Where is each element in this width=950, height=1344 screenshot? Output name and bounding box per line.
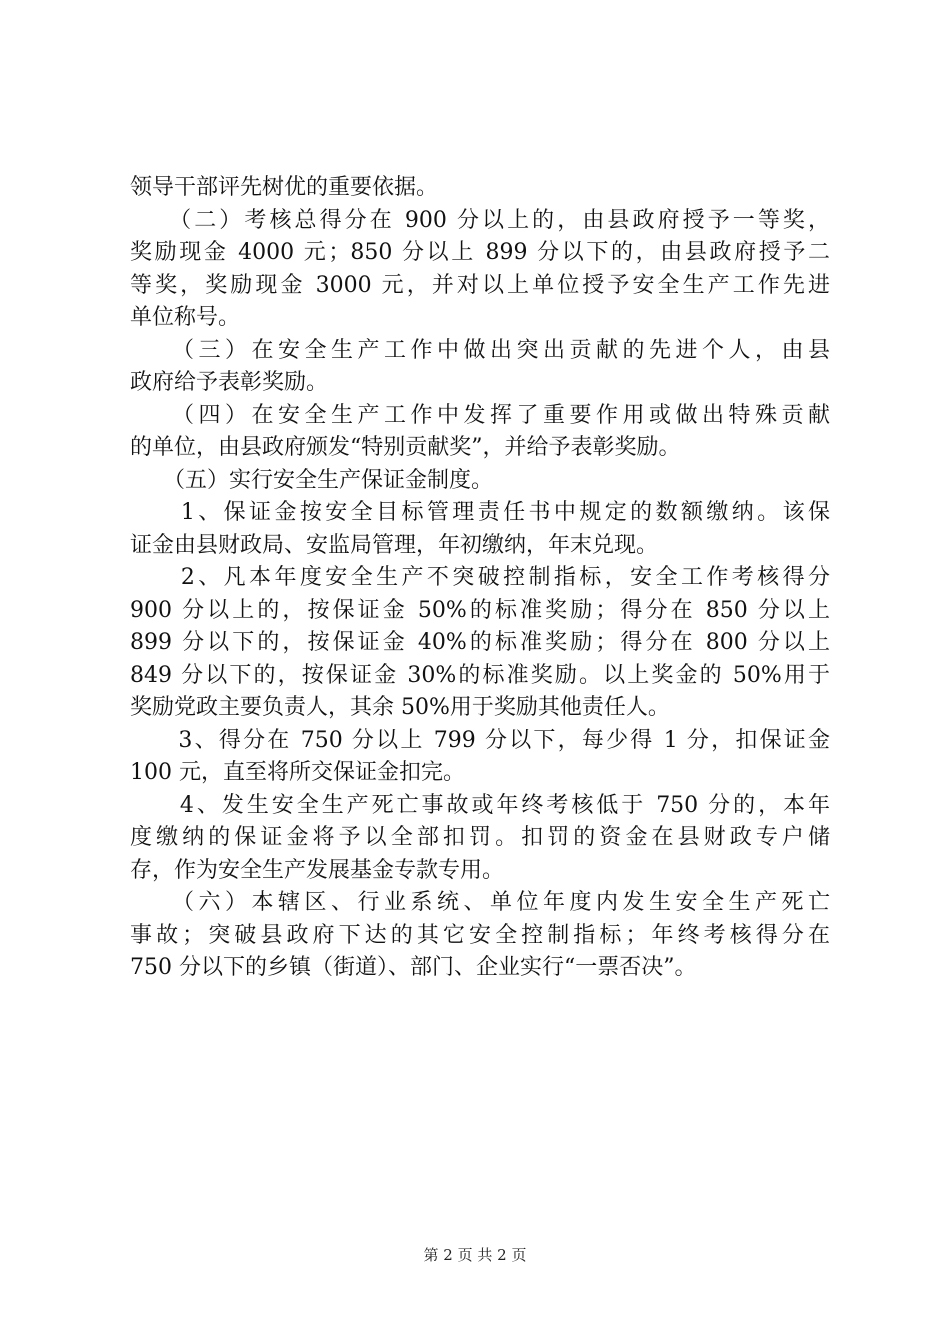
text-line: 2、凡本年度安全生产不突破控制指标，安全工作考核得分 xyxy=(130,565,830,590)
text-line: （三）在安全生产工作中做出突出贡献的先进个人，由县 xyxy=(130,337,830,363)
text-line: 900 分以上的，按保证金 50%的标准奖励；得分在 850 分以上 xyxy=(130,597,830,623)
text-line: 1、保证金按安全目标管理责任书中规定的数额缴纳。该保 xyxy=(130,500,830,525)
text-line: 存，作为安全生产发展基金专款专用。 xyxy=(130,857,505,883)
text-line: 3、得分在 750 分以上 799 分以下，每少得 1 分，扣保证金 xyxy=(130,727,830,753)
page-number-footer: 第 2 页 共 2 页 xyxy=(423,1246,527,1264)
text-line: 领导干部评先树优的重要依据。 xyxy=(130,175,439,200)
text-line: （五）实行安全生产保证金制度。 xyxy=(130,467,494,493)
text-line: （四）在安全生产工作中发挥了重要作用或做出特殊贡献 xyxy=(130,402,830,428)
text-line: （二）考核总得分在 900 分以上的，由县政府授予一等奖， xyxy=(130,207,830,233)
text-line: 100 元，直至将所交保证金扣完。 xyxy=(130,760,465,785)
text-line: 奖励现金 4000 元；850 分以上 899 分以下的，由县政府授予二 xyxy=(130,240,830,265)
text-line: 899 分以下的，按保证金 40%的标准奖励；得分在 800 分以上 xyxy=(130,630,830,655)
text-line: （六）本辖区、行业系统、单位年度内发生安全生产死亡 xyxy=(130,890,830,915)
text-line: 等奖，奖励现金 3000 元，并对以上单位授予安全生产工作先进 xyxy=(130,272,830,298)
text-line: 单位称号。 xyxy=(130,305,241,330)
text-line: 事故；突破县政府下达的其它安全控制指标；年终考核得分在 xyxy=(130,922,830,948)
text-line: 度缴纳的保证金将予以全部扣罚。扣罚的资金在县财政专户储 xyxy=(130,825,830,850)
document-body xyxy=(130,172,830,985)
text-line: 的单位，由县政府颁发“特别贡献奖”，并给予表彰奖励。 xyxy=(130,435,681,460)
text-line: 证金由县财政局、安监局管理，年初缴纳，年末兑现。 xyxy=(130,532,659,558)
text-line: 849 分以下的，按保证金 30%的标准奖励。以上奖金的 50%用于 xyxy=(130,662,830,688)
text-line: 政府给予表彰奖励。 xyxy=(130,370,329,395)
text-line: 4、发生安全生产死亡事故或年终考核低于 750 分的，本年 xyxy=(130,792,830,818)
text-line: 750 分以下的乡镇（街道）、部门、企业实行“一票否决”。 xyxy=(130,955,697,980)
text-line: 奖励党政主要负责人，其余 50%用于奖励其他责任人。 xyxy=(130,695,670,720)
